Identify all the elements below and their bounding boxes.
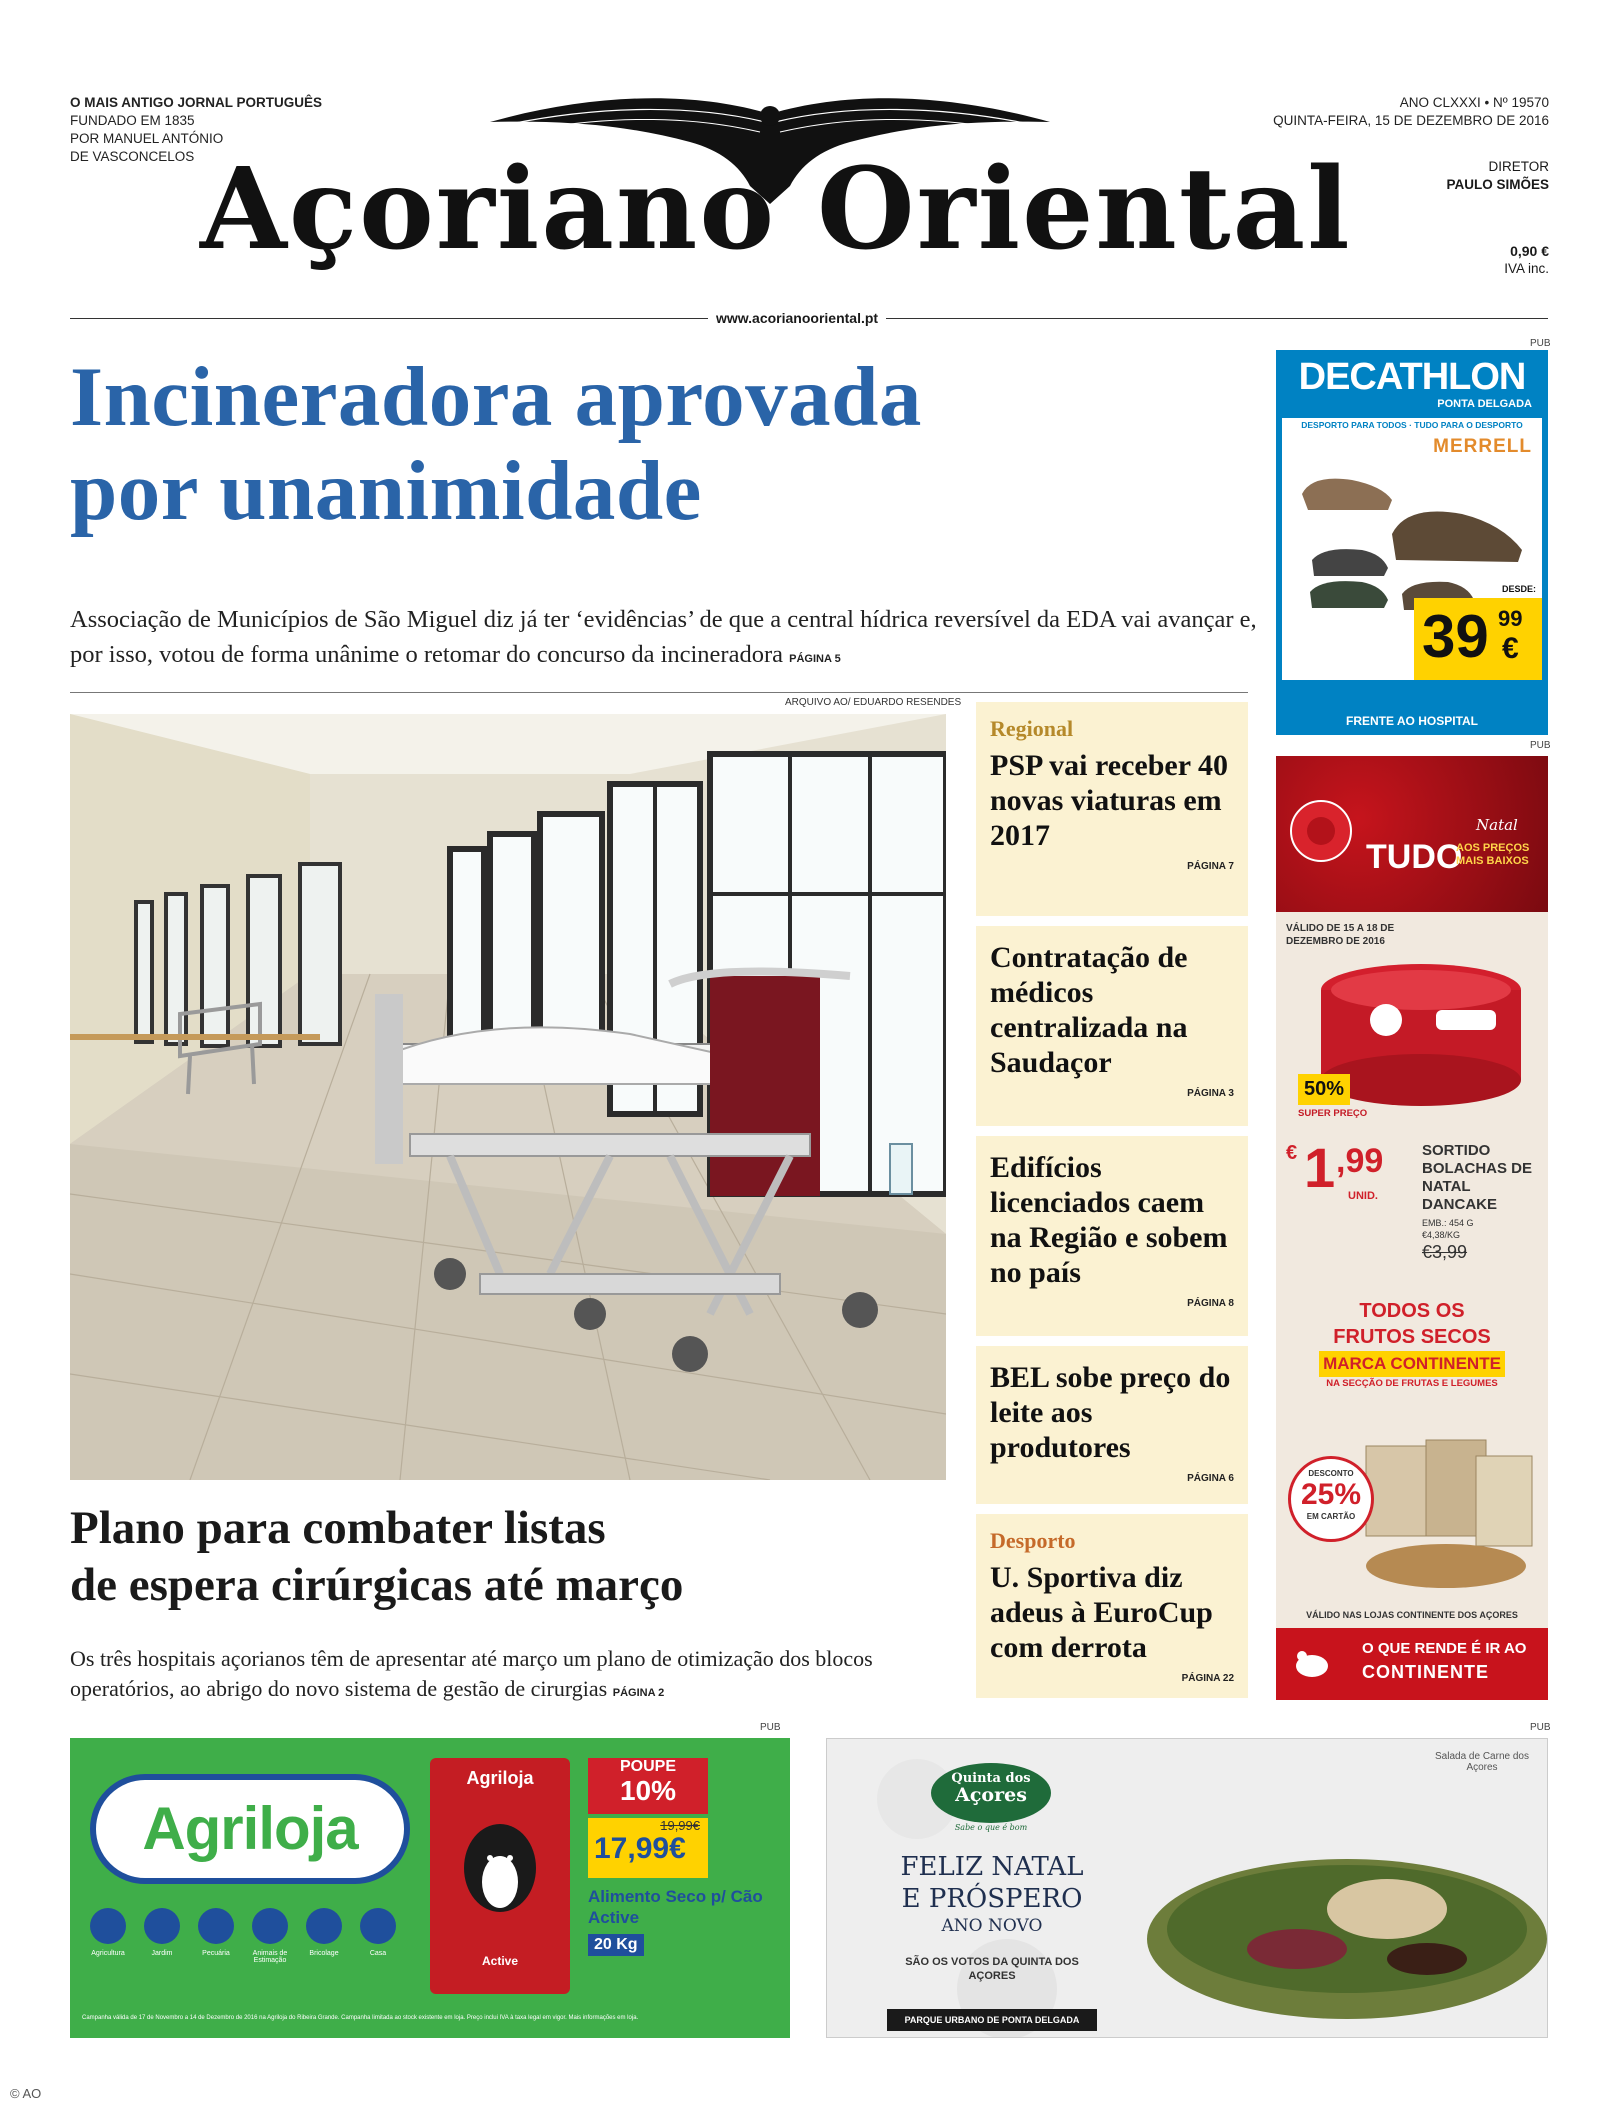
agriculture-icon xyxy=(90,1908,126,1944)
greeting xyxy=(877,1851,1107,1937)
founder: POR MANUEL ANTÓNIO xyxy=(70,131,224,146)
category-label: Pecuária xyxy=(202,1950,230,1957)
brief-page-ref: PÁGINA 8 xyxy=(1187,1298,1234,1309)
price-decimals: 99 xyxy=(1498,606,1523,631)
super-preco: SUPER PREÇO xyxy=(1298,1108,1368,1119)
pets-icon xyxy=(252,1908,288,1944)
category-label: Animais de Estimação xyxy=(252,1950,288,1964)
quinta-acores-ad[interactable] xyxy=(826,1738,1548,2038)
dog-food-bag xyxy=(430,1758,570,1994)
category-label: Jardim xyxy=(151,1950,173,1957)
cookie-price xyxy=(1286,1138,1406,1218)
second-page-ref: PÁGINA 2 xyxy=(612,1687,665,1699)
continente-ad[interactable] xyxy=(1276,756,1548,1700)
hospital-corridor-photo xyxy=(70,714,946,1480)
nuts-line-3: MARCA CONTINENTE xyxy=(1319,1351,1505,1377)
turkey-icon xyxy=(1292,1642,1332,1682)
decathlon-footer: FRENTE AO HOSPITAL xyxy=(1346,714,1478,728)
quinta-logo xyxy=(931,1763,1051,1823)
brief-page-ref: PÁGINA 6 xyxy=(1187,1473,1234,1484)
price-currency: € xyxy=(1502,632,1519,665)
price-unid: UNID. xyxy=(1348,1190,1378,1202)
nuts-promo xyxy=(1276,1298,1548,1391)
discount-value: 25% xyxy=(1300,1478,1362,1511)
aos-precos: AOS PREÇOS xyxy=(1456,842,1530,854)
percent-badge: 50% xyxy=(1298,1074,1350,1105)
continente-footer xyxy=(1276,1628,1548,1700)
price-block xyxy=(1504,242,1549,278)
votes: SÃO OS VOTOS DA QUINTA DOS AÇORES xyxy=(905,1956,1079,1982)
brief-headline: PSP vai receber 40 novas viaturas em 2017 xyxy=(990,749,1229,852)
tagline: O MAIS ANTIGO JORNAL PORTUGUÊS xyxy=(70,95,323,110)
decathlon-tagline: DESPORTO PARA TODOS · TUDO PARA O DESPORTO xyxy=(1301,420,1523,430)
brief-item[interactable] xyxy=(976,1346,1248,1504)
pub-label: PUB xyxy=(1530,1722,1551,1733)
quinta-brand-1: Quinta xyxy=(951,1771,1001,1786)
brief-item[interactable] xyxy=(976,1136,1248,1336)
cookie-per-kg: €4,38/KG xyxy=(1422,1230,1461,1240)
quinta-slogan: Sabe o que é bom xyxy=(954,1823,1028,1832)
slogan: O QUE RENDE É IR AO xyxy=(1362,1640,1527,1657)
category-label: Bricolage xyxy=(309,1950,339,1957)
price: 0,90 € xyxy=(1510,243,1549,259)
brief-headline: BEL sobe preço do leite aos produtores xyxy=(990,1361,1231,1464)
discount-badge xyxy=(1288,1456,1374,1542)
dog-icon xyxy=(450,1818,550,1928)
masthead-title: Açoriano Oriental xyxy=(200,144,1352,275)
director-label: DIRETOR xyxy=(1488,159,1549,174)
photo-credit: ARQUIVO AO/ EDUARDO RESENDES xyxy=(785,697,962,708)
decathlon-product-area xyxy=(1282,418,1542,680)
founded: FUNDADO EM 1835 xyxy=(70,113,195,128)
quinta-brand-2: dos xyxy=(1005,1771,1031,1786)
merrell-brand: MERRELL xyxy=(1433,436,1532,457)
product-note: Salada de Carne dos Açores xyxy=(1435,1751,1529,1773)
second-headline-line-1: Plano para combater listas xyxy=(70,1502,606,1554)
cookie-old-price: €3,99 xyxy=(1422,1242,1468,1262)
poupe-badge xyxy=(588,1758,708,1814)
new-price: 17,99€ xyxy=(594,1832,686,1865)
agriloja-price-tag xyxy=(588,1818,708,1878)
issue-number: ANO CLXXXI • Nº 19570 xyxy=(1399,95,1549,110)
brief-headline: Edifícios licenciados caem na Região e sobem no país xyxy=(990,1151,1228,1289)
greeting-line-3: ANO NOVO xyxy=(941,1916,1043,1936)
second-headline-line-2: de espera cirúrgicas até março xyxy=(70,1559,684,1611)
lead-headline-line-1: Incineradora aprovada xyxy=(70,350,922,444)
brief-kicker: Desporto xyxy=(990,1528,1076,1553)
pub-label: PUB xyxy=(1530,740,1551,751)
garden-icon xyxy=(144,1908,180,1944)
decathlon-location: PONTA DELGADA xyxy=(1437,398,1532,410)
brief-item[interactable] xyxy=(976,926,1248,1126)
nuts-line-4: NA SECÇÃO DE FRUTAS E LEGUMES xyxy=(1326,1378,1498,1389)
diy-icon xyxy=(306,1908,342,1944)
stores-note: VÁLIDO NAS LOJAS CONTINENTE DOS AÇORES xyxy=(1306,1610,1518,1620)
second-deck-text: Os três hospitais açorianos têm de apresentar até março um plano de otimização dos blocos operatórios, ao abrigo do novo sistema de gestão de cirurgias xyxy=(70,1646,873,1701)
price-integer: 39 xyxy=(1422,603,1489,670)
masthead-right-info xyxy=(1273,94,1549,130)
product-name: Alimento Seco p/ Cão Active xyxy=(588,1887,763,1927)
lead-headline[interactable] xyxy=(70,350,1270,538)
brief-kicker: Regional xyxy=(990,716,1074,741)
cookie-weight: EMB.: 454 G xyxy=(1422,1218,1474,1228)
ornament-icon xyxy=(1286,796,1356,866)
validity: VÁLIDO DE 15 A 18 DE DEZEMBRO DE 2016 xyxy=(1286,923,1395,947)
nuts-line-2: FRUTOS SECOS xyxy=(1333,1326,1491,1348)
home-icon xyxy=(360,1908,396,1944)
founder-2: DE VASCONCELOS xyxy=(70,149,195,164)
website-link[interactable]: www.acorianooriental.pt xyxy=(708,310,886,326)
issue-date: QUINTA-FEIRA, 15 DE DEZEMBRO DE 2016 xyxy=(1273,113,1549,128)
lead-page-ref: PÁGINA 5 xyxy=(789,653,841,665)
price-int: 1 xyxy=(1304,1136,1336,1199)
bag-brand: Agriloja xyxy=(466,1768,534,1788)
poupe-percent: 10% xyxy=(619,1775,677,1806)
lead-deck xyxy=(70,602,1265,677)
brief-page-ref: PÁGINA 3 xyxy=(1187,1088,1234,1099)
cookie-product: SORTIDO BOLACHAS DE NATAL DANCAKE xyxy=(1422,1142,1533,1213)
shoes-icon xyxy=(1292,464,1532,614)
brief-item[interactable] xyxy=(976,702,1248,916)
director-name: PAULO SIMÕES xyxy=(1446,177,1549,192)
agriloja-logo xyxy=(90,1774,410,1884)
briefs-column xyxy=(976,692,1248,1698)
category-icons xyxy=(90,1908,420,1988)
quinta-footer: PARQUE URBANO DE PONTA DELGADA xyxy=(887,2009,1097,2031)
continente-brand: CONTINENTE xyxy=(1362,1662,1489,1682)
greeting-line-1: FELIZ NATAL xyxy=(900,1852,1084,1882)
pub-label: PUB xyxy=(1530,338,1551,349)
discount-label: DESCONTO xyxy=(1308,1469,1354,1478)
product-weight: 20 Kg xyxy=(588,1934,644,1956)
director-block xyxy=(1446,158,1549,194)
em-cartao: EM CARTÃO xyxy=(1306,1512,1356,1521)
precos-label xyxy=(1456,842,1529,868)
agriloja-brand: Agriloja xyxy=(142,1795,358,1862)
nuts-line-1: TODOS OS xyxy=(1359,1300,1465,1322)
price-tag xyxy=(1414,584,1542,680)
brief-page-ref: PÁGINA 7 xyxy=(1187,861,1234,872)
from-label: DESDE: xyxy=(1501,584,1536,594)
old-price: 19,99€ xyxy=(660,1818,700,1833)
copyright: © AO xyxy=(10,2086,42,2101)
continente-header xyxy=(1276,756,1548,912)
brief-headline: U. Sportiva diz adeus à EuroCup com derrota xyxy=(990,1561,1213,1664)
greeting-line-2: E PRÓSPERO xyxy=(901,1884,1083,1914)
second-deck xyxy=(70,1644,950,1708)
tudo-label: TUDO xyxy=(1366,838,1463,876)
poupe-label: POUPE xyxy=(619,1758,676,1775)
brief-page-ref: PÁGINA 22 xyxy=(1181,1673,1234,1684)
price-note: IVA inc. xyxy=(1504,261,1549,276)
bag-line: Active xyxy=(481,1954,519,1968)
category-label: Agricultura xyxy=(91,1950,125,1957)
nuts-bags-icon xyxy=(1356,1436,1536,1596)
small-print: Campanha válida de 17 de Novembro a 14 de Dezembro de 2016 na Agriloja do Ribeira Grande. Campanha limitada ao stock existente em loja. Preço inclui IVA à taxa legal em vigor. Mais informações em loja. xyxy=(82,2015,639,2021)
price-euro: € xyxy=(1286,1142,1298,1164)
mais-baixos: MAIS BAIXOS xyxy=(1456,855,1529,867)
brief-headline: Contratação de médicos centralizada na Saudaçor xyxy=(990,941,1188,1079)
natal-label: Natal xyxy=(1476,816,1518,834)
brief-item[interactable] xyxy=(976,1514,1248,1698)
agriloja-ad[interactable] xyxy=(70,1738,790,2038)
pub-label: PUB xyxy=(760,1722,781,1733)
decathlon-ad[interactable] xyxy=(1276,350,1548,735)
lead-headline-line-2: por unanimidade xyxy=(70,444,702,538)
decathlon-brand: DECATHLON xyxy=(1298,356,1526,398)
second-headline[interactable] xyxy=(70,1500,950,1614)
lead-deck-text: Associação de Municípios de São Miguel diz já ter ‘evidências’ de que a central hídrica reversível da EDA vai avançar e, por isso, votou de forma unânime o retomar do concurso da incineradora xyxy=(70,606,1257,668)
livestock-icon xyxy=(198,1908,234,1944)
price-dec: ,99 xyxy=(1336,1142,1384,1180)
category-label: Casa xyxy=(369,1950,387,1957)
quinta-brand-3: Açores xyxy=(955,1784,1027,1806)
